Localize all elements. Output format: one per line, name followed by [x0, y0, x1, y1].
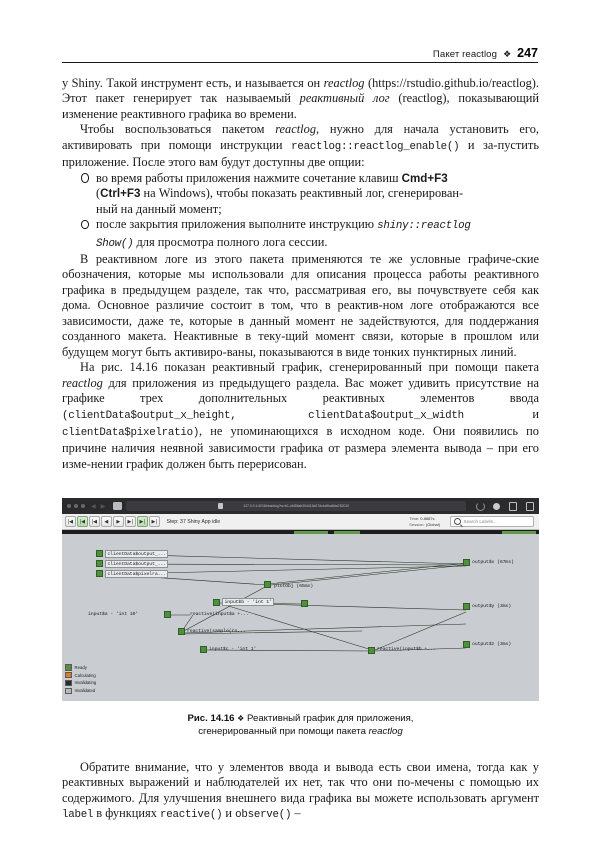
step-status-label: Step: 37 Shiny App idle [166, 518, 221, 525]
p3-e: ном логе отображаются все зависимости, даже те, которые в данный момент [62, 298, 539, 328]
node-clientdata-output-height[interactable]: clientData$output_... [105, 550, 168, 558]
p5-d: вы можете использовать аргумент [355, 790, 539, 805]
node-reactive-input-b[interactable]: reactive(input$b +... [377, 647, 436, 652]
share-icon[interactable] [509, 502, 517, 511]
p4-code-1: (clientData$output_x_height [62, 409, 231, 422]
paragraph-1 [62, 76, 539, 122]
paragraph-2 [62, 122, 539, 170]
tabs-icon[interactable] [526, 502, 534, 511]
p5-code-reactive: reactive() [160, 809, 223, 822]
p4-a: На рис. 14.16 показан реактивный график, сгенерированный при помощи [80, 360, 505, 375]
legend-item-ready [65, 664, 96, 671]
node-marker[interactable] [463, 641, 470, 648]
b1-d: ный на данный момент; [96, 201, 222, 216]
key-f3-2: F3 [126, 187, 141, 201]
p4-h: нении график должен быть перерисован. [90, 456, 307, 471]
reactlog-toolbar [62, 514, 539, 530]
b2-b: для просмотра полного лога сессии. [133, 234, 328, 249]
p2-d: и за- [459, 137, 498, 152]
step-prev-session-button[interactable]: |◀ [77, 516, 88, 527]
p5-and: и [222, 806, 236, 821]
caption-reactlog-italic: reactlog [368, 725, 403, 737]
b2-a: после закрытия приложения выполните инструкцию [96, 217, 378, 232]
p4-f: не упоминающихся в исходном коде. Они появились по причине наличия [62, 423, 539, 456]
b1-a: во время работы приложения нажмите сочетание клавиш [96, 170, 402, 185]
list-item [62, 217, 539, 252]
p1-reactlog-italic: reactlog [323, 76, 365, 90]
graph-legend [65, 664, 96, 694]
legend-item-invalidating [65, 680, 96, 687]
p2-b: , нужно для начала установить [316, 122, 520, 137]
node-clientdata-pixelratio[interactable]: clientData$pixelra... [105, 570, 168, 578]
p4-and: и [463, 406, 539, 421]
legend-swatch-invalidating [65, 680, 72, 687]
node-output-y[interactable]: output$y (3ms) [472, 604, 511, 609]
page-number: 247 [517, 46, 538, 60]
p2-code-enable: reactlog::reactlog_enable() [291, 140, 460, 153]
search-input[interactable] [450, 516, 534, 527]
p5-b: тогда как у реактивных выражений и наблюдателей их нет, так что они по- [62, 760, 539, 790]
browser-chrome [62, 498, 539, 514]
key-plus-2: + [120, 187, 127, 201]
figure-reactlog-screenshot [62, 498, 539, 701]
node-marker[interactable] [463, 559, 470, 566]
p3-c: реактивного графика в предыдущем разделе, так что, рассматривая его, вы [62, 267, 539, 297]
zoom-icon [81, 504, 85, 508]
p3-g: щий момент связи, которые в прошлом или будущем могут быть активиро- [62, 329, 539, 359]
session-value: (Global) [425, 521, 440, 527]
p1-d: (reactlog), [389, 91, 459, 106]
caption-number: Рис. 14.16 [187, 713, 235, 724]
minimize-icon [74, 504, 78, 508]
bullet-circle-icon [81, 173, 89, 183]
b2-code-1: shiny::reactlog [377, 220, 471, 233]
close-icon [67, 504, 71, 508]
reload-icon[interactable] [476, 502, 485, 511]
toolbar-meta [409, 516, 440, 526]
p1-c: io/reactlog). Этот пакет генерирует так называемый [62, 76, 540, 106]
p4-g: неявной зависимости графика от размера элемента вывода – при его изме- [62, 441, 539, 471]
caption-line-1: Реактивный график для приложения, [247, 713, 414, 724]
p4-c: для приложения из предыдущего раздела. Вас может удивить [102, 375, 456, 390]
node-reactive-input-a[interactable]: reactive(input$a +... [190, 612, 249, 617]
p4-b: пакета [504, 360, 539, 375]
legend-label-ready: Ready [74, 664, 87, 670]
forward-icon[interactable]: ▶ [100, 502, 106, 510]
node-marker[interactable] [264, 581, 271, 588]
legend-swatch-ready [65, 664, 72, 671]
search-icon [454, 518, 461, 525]
paragraph-4 [62, 360, 539, 472]
p2-e: пустить приложение. После этого вам будут доступны две опции: [62, 137, 539, 170]
p1-b: (https://rstudio.github. [364, 76, 479, 90]
running-head-title: Пакет reactlog [432, 49, 498, 60]
node-marker[interactable] [200, 646, 207, 653]
search-placeholder: Search Labels... [463, 519, 497, 524]
node-input-a[interactable]: input$a - 'int 10' [88, 612, 139, 617]
legend-item-invalidated [65, 688, 96, 695]
legend-swatch-calculating [65, 672, 72, 679]
running-head [62, 46, 538, 60]
node-output-z[interactable]: output$z (3ms) [472, 642, 511, 647]
node-marker[interactable] [96, 550, 103, 557]
reactive-graph-canvas[interactable] [62, 534, 539, 697]
address-bar-url: 127.0.0.1:4018/reactlog?w=b1-cfd35ab304413a07dcbc5ba8da782010 [243, 503, 350, 509]
step-back-button[interactable]: ◀ [101, 516, 112, 527]
step-prev-mark-button[interactable]: |◀ [89, 516, 100, 527]
p4-reactlog-italic: reactlog [62, 375, 103, 390]
p5-c: мечены с помощью их содержимого. Для улучшения внешнего вида графика [62, 775, 539, 805]
browser-right-icons[interactable] [493, 502, 534, 511]
p2-c: его, активировать при помощи инструкции [62, 122, 539, 152]
p3-d: почувствуете себя как дома. Основное различие состоит в том, что в реактив- [62, 282, 539, 313]
step-forward-button[interactable]: ▶ [113, 516, 124, 527]
closing-text [62, 760, 539, 824]
step-controls[interactable] [65, 516, 160, 527]
node-marker[interactable] [164, 611, 171, 618]
p3-b: ские обозначения, которые мы использовали для описания процесса работы [62, 251, 539, 282]
node-marker[interactable] [368, 647, 375, 654]
step-first-button[interactable]: |◀ [65, 516, 76, 527]
diamond-icon: ❖ [503, 48, 512, 59]
caption-diamond-icon: ❖ [237, 714, 245, 723]
node-input-b[interactable]: input$b - 'int 1' [222, 598, 274, 606]
back-icon[interactable]: ◀ [91, 502, 96, 510]
p5-f: – [291, 806, 301, 821]
p3-f: не задействуются, для поддержания созданного макета. Неактивные в теку- [62, 313, 539, 344]
time-label: Time: [409, 516, 420, 522]
node-output-x[interactable]: output$x (67ms) [472, 560, 514, 565]
node-marker[interactable] [463, 603, 470, 610]
node-marker[interactable] [96, 570, 103, 577]
p3-h: ваны, показываются в виде тонких пунктирных линий. [226, 344, 517, 359]
legend-label-calculating: Calculating [74, 672, 96, 678]
p2-a: Чтобы воспользоваться пакетом [80, 122, 276, 137]
p4-d: присутствие на графике трех дополнительных реактивных элементов ввода [62, 375, 539, 406]
node-reactive-sample[interactable]: reactive(sample(rn... [187, 629, 246, 634]
paragraph-3 [62, 252, 539, 360]
lock-icon [218, 503, 223, 509]
caption-line-2a: сгенерированный при помощи пакета [198, 725, 369, 737]
list-item [62, 171, 539, 217]
figure-caption [62, 713, 539, 738]
info-icon[interactable] [493, 503, 500, 510]
p5-e: в функциях [93, 806, 161, 821]
address-bar[interactable] [126, 501, 466, 511]
step-last-button[interactable]: ▶| [149, 516, 160, 527]
p4-e: , [199, 423, 211, 438]
options-list [62, 171, 539, 252]
key-f3-1: F3 [434, 171, 448, 185]
p5-a: Обратите внимание, что у элементов ввода и вывода есть свои имена, [80, 760, 477, 774]
paragraph-5 [62, 760, 539, 824]
node-plotobj[interactable]: plotObj (65ms) [274, 584, 313, 589]
session-label: Session: [409, 521, 425, 527]
node-marker[interactable] [178, 628, 185, 635]
p3-a: В реактивном логе из этого пакета применяются те же условные графиче- [80, 251, 516, 266]
p1-a: у Shiny. Такой инструмент есть, и называется он [62, 76, 324, 90]
p4-code-2: clientData$output_x_width [308, 409, 464, 422]
p1-reactive-log-italic: реактивный лог [299, 91, 390, 106]
b2-code-2: Show() [96, 237, 134, 250]
b1-b: ( [96, 186, 101, 201]
node-input-c[interactable]: input$c - 'int 1' [209, 647, 257, 652]
node-marker[interactable] [96, 560, 103, 567]
window-traffic-lights[interactable] [67, 504, 85, 508]
key-ctrl: Ctrl [100, 187, 121, 201]
step-next-mark-button[interactable]: ▶| [125, 516, 136, 527]
node-marker[interactable] [301, 600, 308, 607]
bullet-circle-icon [81, 220, 89, 230]
shield-icon[interactable] [113, 502, 122, 510]
legend-label-invalidated: Invalidated [74, 688, 96, 694]
legend-label-invalidating: Invalidating [74, 680, 97, 686]
time-value: 0.8887s [420, 516, 435, 522]
node-clientdata-output-width[interactable]: clientData$output_... [105, 560, 168, 568]
step-next-session-button[interactable]: ▶| [137, 516, 148, 527]
header-rule [62, 62, 538, 63]
p1-e: показывающий изменение реактивного графика во времени. [62, 91, 539, 121]
p5-code-observe: observe() [235, 809, 292, 822]
key-cmd: Cmd [401, 171, 428, 185]
key-plus-1: + [427, 171, 435, 185]
node-marker[interactable] [213, 599, 220, 606]
b1-c: на Windows), чтобы показать реактивный лог, сгенерирован- [140, 186, 464, 201]
p2-reactlog-italic: reactlog [275, 122, 317, 137]
legend-item-calculating [65, 672, 96, 679]
p4-code-sep: , [230, 409, 309, 422]
legend-swatch-invalidated [65, 688, 72, 695]
body-text [62, 76, 539, 472]
p4-code-3: clientData$pixelratio) [62, 426, 200, 439]
p5-code-label: label [62, 809, 94, 822]
browser-nav[interactable] [91, 503, 105, 510]
